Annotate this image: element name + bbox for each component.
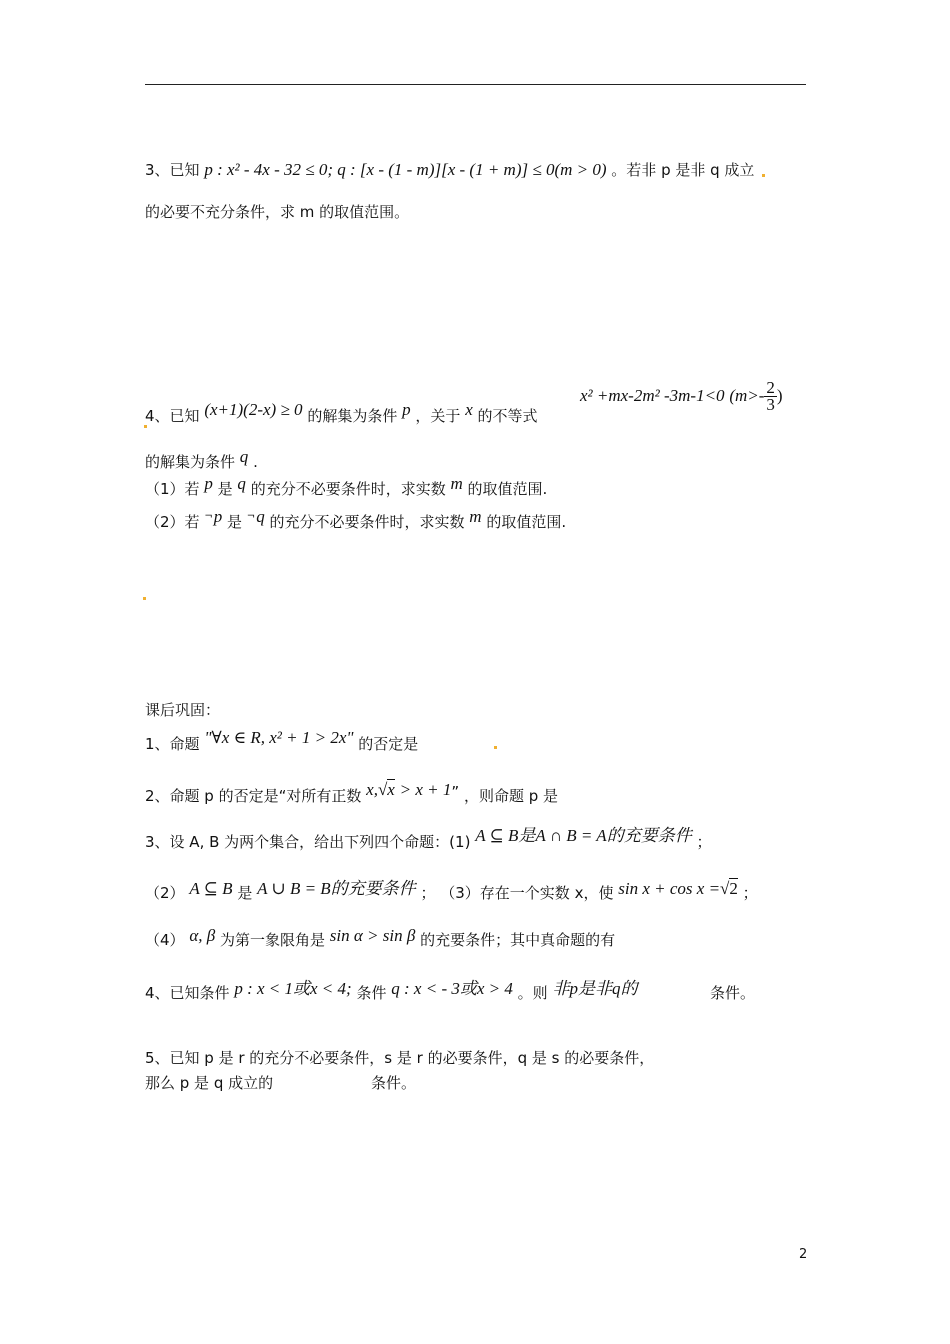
review-item-3-line1	[145, 826, 712, 852]
review-4-p: p : x < 1或x < 4;	[234, 979, 352, 998]
q3-math: p : x² - 4x - 32 ≤ 0; q : [x - (1 - m)][x - (1 + m)] ≤ 0(m > 0)	[204, 160, 607, 179]
review-item-3-line3	[145, 926, 616, 950]
q4-line2-var: q	[239, 447, 249, 466]
review-1-text: 的否定是	[358, 735, 419, 753]
review-4-q: q : x < - 3或x > 4	[391, 979, 513, 998]
q4-cond-suffix: )	[776, 386, 783, 405]
q3-line1	[145, 160, 754, 180]
page-number: 2	[799, 1247, 808, 1262]
sqrt-icon: √	[377, 780, 388, 799]
review-2-quote: ”	[451, 783, 460, 801]
q4-sub2-neg-p: ¬	[204, 511, 213, 522]
review-3-3-sqrt: 2	[729, 879, 738, 898]
review-3-label: 3、设 A, B 为两个集合，给出下列四个命题：(1)	[145, 833, 471, 851]
q4-sub2-end: 的取值范围.	[486, 513, 567, 531]
artifact-dot	[143, 597, 146, 600]
review-3-3-label: （3）存在一个实数 x，使	[440, 884, 614, 902]
review-2-math-x: x,	[366, 780, 378, 799]
review-4-label: 4、已知条件	[145, 984, 230, 1002]
q4-sub1-label: （1）若	[145, 480, 200, 498]
review-3-4-vars: α, β	[189, 926, 216, 945]
review-4-then: 。则	[517, 984, 548, 1002]
q4-sub1-is: 是	[217, 480, 233, 498]
review-3-4-text: 为第一象限角是	[220, 931, 326, 949]
q3-text: 。若非 p 是非 q 成立	[611, 161, 755, 179]
review-2-sqrt-x: x	[387, 780, 395, 799]
q4-line1	[145, 400, 538, 426]
q4-sub2-text: 的充分不必要条件时，求实数	[269, 513, 465, 531]
q4-fraction	[764, 380, 777, 413]
q4-sub1	[145, 474, 548, 499]
review-2-text: ，则命题 p 是	[463, 787, 558, 805]
review-3-2-b: A ∪ B = B的充要条件	[257, 879, 416, 898]
review-item-5-line1: 5、已知 p 是 r 的充分不必要条件，s 是 r 的必要条件，q 是 s 的必要条件，	[145, 1049, 655, 1067]
q4-var-x: x	[465, 400, 473, 419]
q4-math1: (x+1)(2-x) ≥ 0	[204, 400, 303, 419]
review-4-end: 条件。	[710, 984, 756, 1002]
review-item-2	[145, 780, 558, 806]
review-3-2-a: A ⊆ B	[189, 879, 233, 898]
review-2-math-rest: > x + 1	[399, 780, 452, 799]
artifact-dot	[144, 425, 147, 428]
q4-sub2-p: p	[213, 507, 223, 526]
review-3-2-label: （2）	[145, 884, 185, 902]
q4-sub1-m: m	[450, 474, 463, 493]
review-4-math: 非p是非q的	[552, 979, 638, 998]
q4-line2	[145, 447, 258, 472]
review-item-1	[145, 728, 419, 754]
q4-label: 4、已知	[145, 407, 200, 425]
q4-line2-text: 的解集为条件	[145, 453, 236, 471]
q4-sub2-neg-q: ¬	[246, 511, 256, 522]
review-3-sep3: ；	[742, 884, 758, 902]
review-3-4-end: 的充要条件；其中真命题的有	[420, 931, 616, 949]
review-3-4-label: （4）	[145, 931, 185, 949]
review-item-5-line2b: 条件。	[371, 1074, 417, 1092]
q4-sub2-label: （2）若	[145, 513, 200, 531]
review-3-math1: A ⊆ B是A ∩ B = A的充要条件	[475, 826, 692, 845]
review-heading: 课后巩固：	[145, 701, 221, 719]
review-item-3-line2	[145, 879, 758, 903]
q3-label: 3、已知	[145, 161, 200, 179]
q4-text2: ，关于	[415, 407, 461, 425]
q4-sub1-q: q	[237, 474, 246, 493]
artifact-dot	[494, 746, 497, 749]
q4-sub1-p: p	[204, 474, 213, 493]
sqrt-icon: √	[720, 879, 730, 898]
q4-sub2-is: 是	[227, 513, 243, 531]
q4-cond-prefix: (m>-	[729, 386, 765, 405]
q4-text3: 的不等式	[477, 407, 538, 425]
q4-frac-den: 3	[766, 395, 775, 414]
review-1-label: 1、命题	[145, 735, 200, 753]
q4-ineq: x² +mx-2m² -3m-1<0	[580, 386, 725, 405]
q4-frac-num: 2	[766, 378, 775, 397]
review-3-4-math: sin α > sin β	[329, 926, 416, 945]
review-4-mid: 条件	[356, 984, 387, 1002]
q4-text1: 的解集为条件	[307, 407, 398, 425]
review-2-label: 2、命题 p 的否定是“对所有正数	[145, 787, 362, 805]
q4-sub2-q: q	[256, 507, 265, 526]
q4-sub2	[145, 507, 567, 535]
review-3-2-is: 是	[237, 884, 253, 902]
q4-sub1-text: 的充分不必要条件时，求实数	[250, 480, 446, 498]
review-3-sep1: ；	[696, 833, 712, 851]
review-item-5-line2a: 那么 p 是 q 成立的	[145, 1074, 274, 1092]
review-3-sep2: ；	[420, 884, 436, 902]
review-item-4	[145, 979, 638, 1003]
q4-inequality	[580, 378, 783, 414]
q3-line2: 的必要不充分条件，求 m 的取值范围。	[145, 203, 410, 221]
q4-line2-end: .	[253, 453, 258, 471]
q4-sub1-end: 的取值范围.	[467, 480, 548, 498]
header-rule	[145, 84, 806, 85]
q4-var-p: p	[402, 400, 411, 419]
review-3-3-math: sin x + cos x =	[618, 879, 721, 898]
q4-sub2-m: m	[469, 507, 482, 526]
review-1-math: "∀x ∈ R, x² + 1 > 2x"	[204, 728, 354, 747]
artifact-dot	[762, 174, 765, 177]
